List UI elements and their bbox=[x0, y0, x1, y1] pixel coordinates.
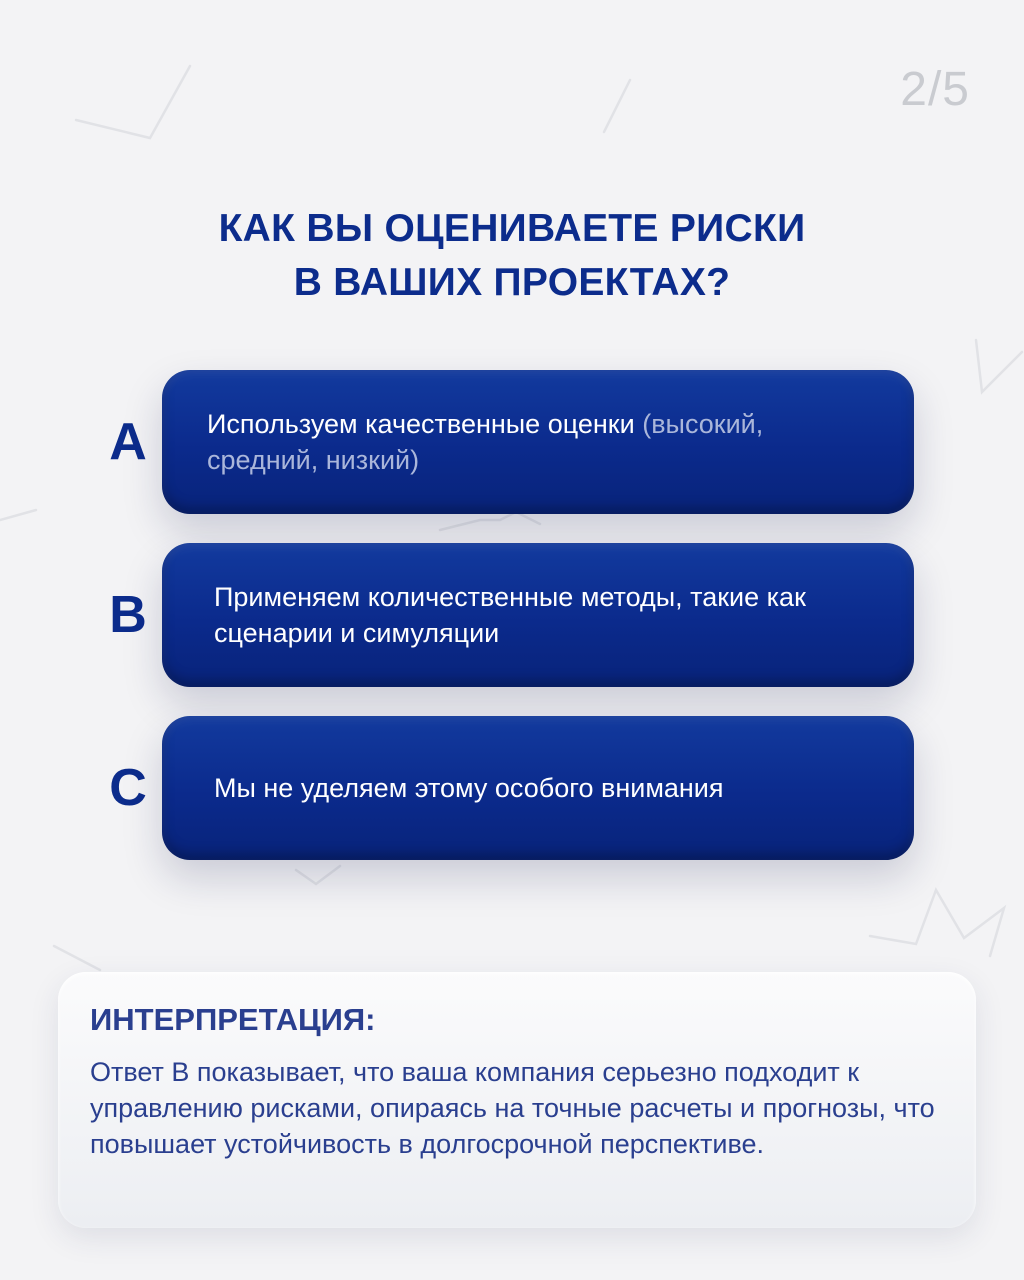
page-counter: 2/5 bbox=[900, 63, 970, 116]
option-c-text: Мы не уделяем этому особого внимания bbox=[214, 773, 724, 803]
option-a-text-wrap bbox=[207, 406, 847, 478]
interpretation-panel bbox=[58, 972, 976, 1228]
option-b-text: Применяем количественные методы, такие как сценарии и симуляции bbox=[214, 582, 806, 648]
question-title bbox=[0, 202, 1024, 310]
option-b-letter: B bbox=[109, 586, 147, 644]
option-a-letter: A bbox=[109, 413, 147, 471]
option-a-card[interactable] bbox=[162, 370, 914, 514]
option-b bbox=[0, 543, 1024, 687]
option-a bbox=[0, 370, 1024, 514]
option-a-text-muted: (высокий, средний, низкий) bbox=[207, 409, 764, 475]
option-c bbox=[0, 716, 1024, 860]
question-line-2: В ВАШИХ ПРОЕКТАХ? bbox=[293, 261, 731, 304]
interpretation-title: ИНТЕРПРЕТАЦИЯ: bbox=[90, 1002, 376, 1037]
option-a-text: Используем качественные оценки bbox=[207, 409, 635, 439]
question-line-1: КАК ВЫ ОЦЕНИВАЕТЕ РИСКИ bbox=[218, 207, 806, 250]
option-b-card[interactable] bbox=[162, 543, 914, 687]
option-c-letter: C bbox=[109, 759, 147, 817]
option-c-card[interactable] bbox=[162, 716, 914, 860]
interpretation-body: Ответ B показывает, что ваша компания серьезно подходит к управлению рисками, опираясь на точные расчеты и прогнозы, что повышает устойчивость в долгосрочной перспективе. bbox=[90, 1057, 935, 1159]
